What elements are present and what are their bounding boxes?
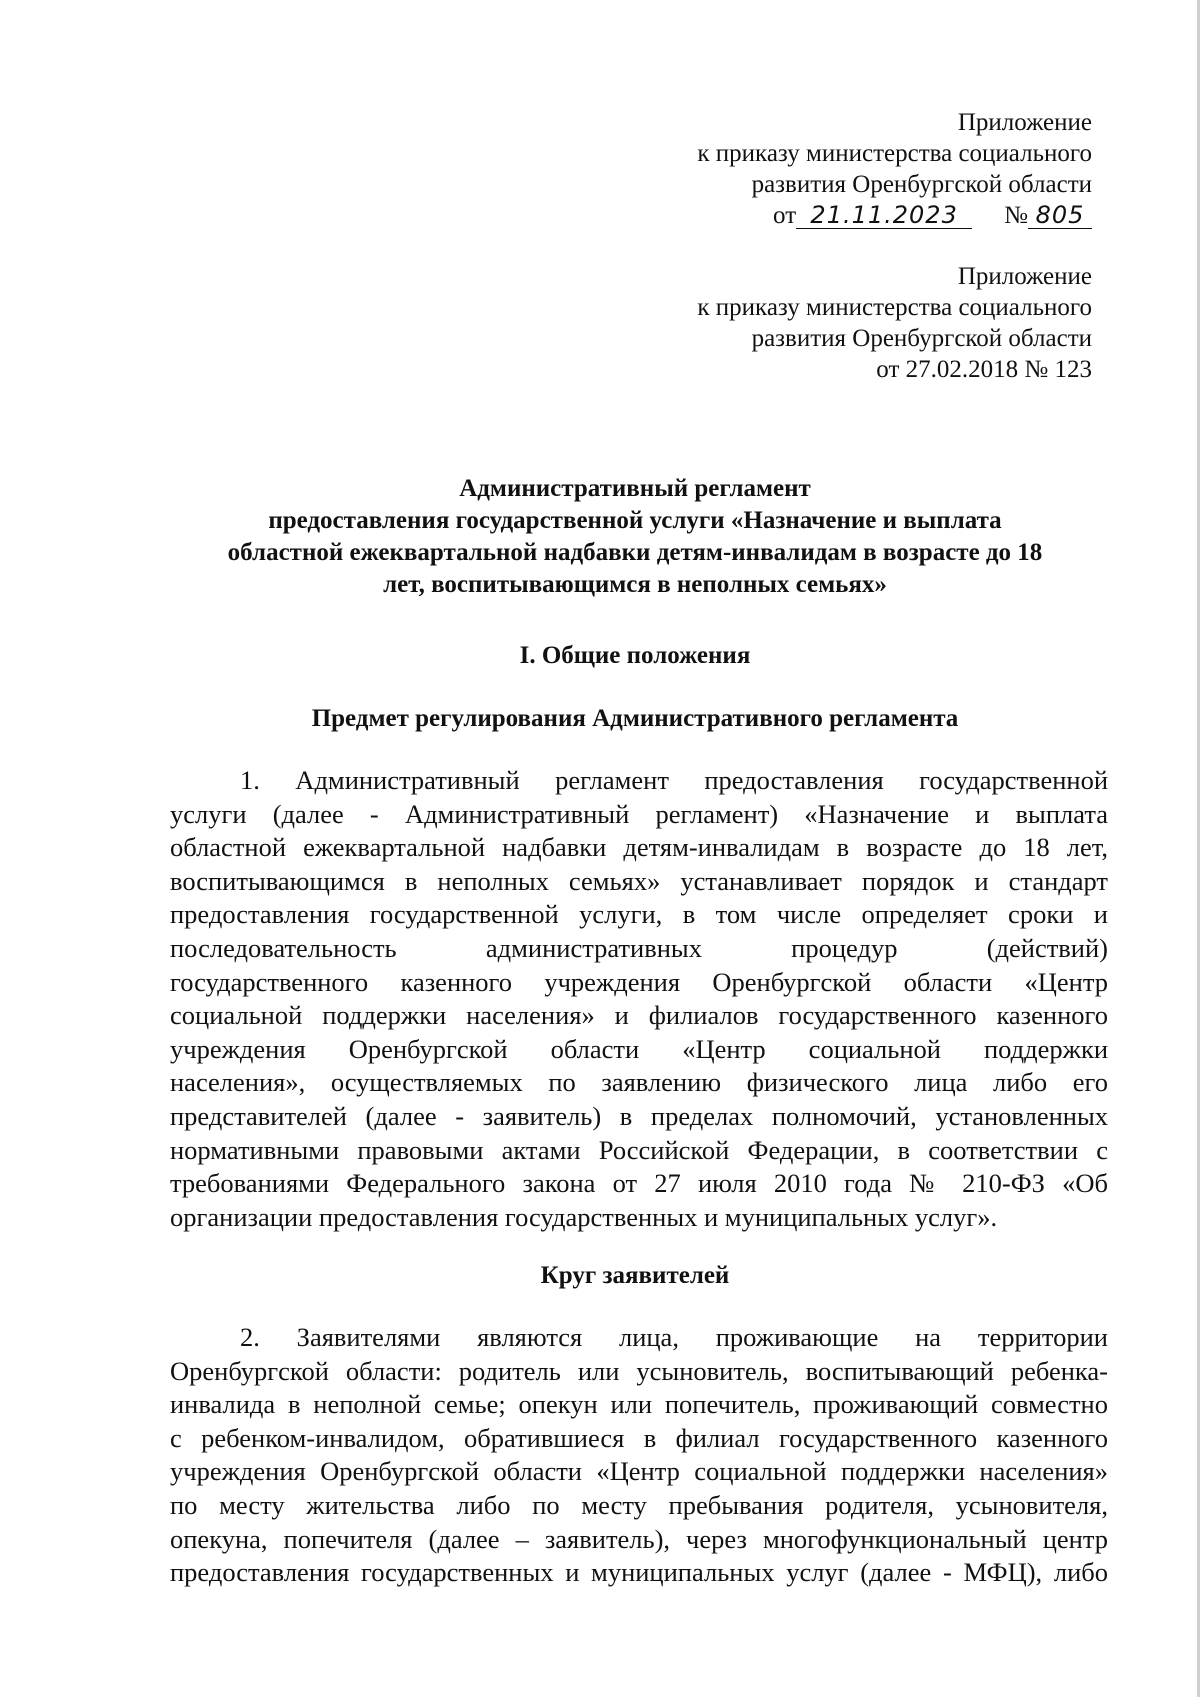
appendix-current-block <box>697 107 1092 231</box>
appendix-current-line2: к приказу министерства социального <box>697 140 1092 167</box>
paragraph-line: учреждения Оренбургской области «Центр социальной поддержки <box>170 1033 1108 1064</box>
title-line4: лет, воспитывающимся в неполных семьях» <box>383 571 887 598</box>
title-line1: Административный регламент <box>459 475 811 502</box>
title-line2: предоставления государственной услуги «Назначение и выплата <box>268 507 1002 534</box>
appendix-original-block <box>697 261 1092 385</box>
paragraph-line: по месту жительства либо по месту пребывания родителя, усыновителя, <box>170 1489 1108 1520</box>
subject-heading: Предмет регулирования Административного регламента <box>311 705 959 732</box>
appendix-original-line1: Приложение <box>957 263 1092 290</box>
paragraph-line: организации предоставления государственных и муниципальных услуг». <box>170 1201 998 1232</box>
document-title <box>170 473 1100 601</box>
paragraph-2 <box>170 1321 1108 1590</box>
paragraph-line: государственного казенного учреждения Оренбургской области «Центр <box>170 966 1108 997</box>
paragraph-line: требованиями Федерального закона от 27 июля 2010 года № 210-ФЗ «Об <box>170 1168 1108 1199</box>
paragraph-line: нормативными правовыми актами Российской Федерации, в соответствии с <box>170 1134 1108 1165</box>
appendix-original-line3: развития Оренбургской области <box>751 325 1092 352</box>
handwritten-date: 21.11.2023 <box>796 202 972 229</box>
paragraph-line: услуги (далее - Административный регламент) «Назначение и выплата <box>170 798 1108 829</box>
paragraph-line: 2. Заявителями являются лица, проживающие на территории <box>240 1322 1108 1352</box>
number-prefix: № <box>1004 202 1028 229</box>
paragraph-line: социальной поддержки населения» и филиалов государственного казенного <box>170 1000 1108 1031</box>
paragraph-line: последовательность административных процедур (действий) <box>170 932 1108 963</box>
section-heading: I. Общие положения <box>519 642 751 669</box>
appendix-current-line1: Приложение <box>957 109 1092 136</box>
handwritten-number: 805 <box>1028 202 1092 229</box>
paragraph-line: областной ежеквартальной надбавки детям-инвалидам в возрасте до 18 лет, <box>170 832 1108 863</box>
paragraph-line: Оренбургской области: родитель или усыновитель, воспитывающий ребенка- <box>170 1355 1108 1386</box>
paragraph-line: с ребенком-инвалидом, обратившиеся в филиал государственного казенного <box>170 1422 1108 1453</box>
date-prefix: от <box>773 202 797 229</box>
paragraph-line: 1. Административный регламент предоставления государственной <box>240 765 1108 795</box>
appendix-original-line2: к приказу министерства социального <box>697 294 1092 321</box>
appendix-original-line4: от 27.02.2018 № 123 <box>876 356 1092 383</box>
paragraph-line: воспитывающимся в неполных семьях» устанавливает порядок и стандарт <box>170 865 1108 896</box>
appendix-current-line3: развития Оренбургской области <box>751 171 1092 198</box>
applicants-heading: Круг заявителей <box>540 1262 730 1289</box>
paragraph-line: предоставления государственной услуги, в том числе определяет сроки и <box>170 899 1108 930</box>
title-line3: областной ежеквартальной надбавки детям-инвалидам в возрасте до 18 <box>227 539 1043 566</box>
paragraph-line: населения», осуществляемых по заявлению физического лица либо его <box>170 1067 1108 1098</box>
paragraph-line: опекуна, попечителя (далее – заявитель), через многофункциональный центр <box>170 1523 1108 1554</box>
paragraph-line: инвалида в неполной семье; опекун или попечитель, проживающий совместно <box>170 1389 1108 1420</box>
paragraph-1 <box>170 764 1108 1234</box>
paragraph-line: предоставления государственных и муниципальных услуг (далее - МФЦ), либо <box>170 1557 1108 1588</box>
paragraph-line: учреждения Оренбургской области «Центр социальной поддержки населения» <box>170 1456 1108 1487</box>
paragraph-line: представителей (далее - заявитель) в пределах полномочий, установленных <box>170 1100 1108 1131</box>
appendix-current-date-line <box>697 200 1092 231</box>
